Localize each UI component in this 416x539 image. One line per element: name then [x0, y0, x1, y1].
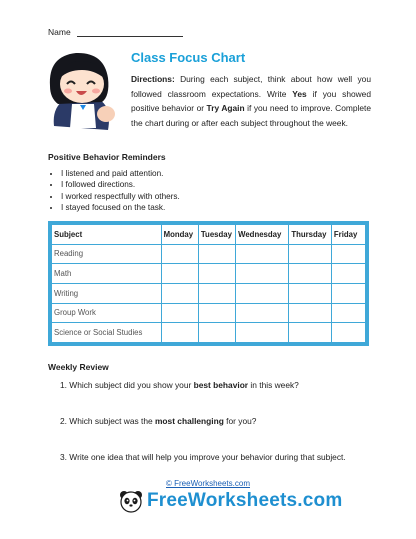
directions-part-2: if you showed positive behavior or — [131, 88, 371, 113]
q1-emphasis: best behavior — [193, 380, 249, 390]
review-question-3: 3. Write one idea that will help you improve your behavior during that subject. — [60, 452, 346, 462]
subject-cell: Writing — [52, 283, 162, 303]
entry-cell[interactable] — [236, 283, 289, 303]
entry-cell[interactable] — [289, 264, 332, 284]
subject-cell: Reading — [52, 244, 162, 264]
chart-row-group-work — [52, 303, 366, 323]
weekly-review-heading: Weekly Review — [48, 362, 109, 372]
entry-cell[interactable] — [331, 283, 365, 303]
header-thursday: Thursday — [289, 225, 332, 245]
reminders-heading: Positive Behavior Reminders — [48, 152, 166, 162]
reminder-item: • I followed directions. — [61, 179, 180, 190]
chart-row-reading — [52, 244, 366, 264]
directions-part-3: if you need to improve. Complete the chart during or after each subject throughout the week. — [131, 103, 371, 128]
entry-cell[interactable] — [161, 303, 198, 323]
entry-cell[interactable] — [289, 244, 332, 264]
header-subject: Subject — [52, 225, 162, 245]
entry-cell[interactable] — [236, 303, 289, 323]
directions-part-1: During each subject, think about how well you followed classroom expectations. Write — [131, 74, 371, 99]
chart-header-row — [52, 225, 366, 245]
subject-cell: Science or Social Studies — [52, 323, 162, 343]
entry-cell[interactable] — [236, 264, 289, 284]
review-question-1 — [60, 380, 299, 390]
q1-post: in this week? — [248, 380, 299, 390]
reminder-item: • I listened and paid attention. — [61, 168, 180, 179]
reminder-item: • I stayed focused on the task. — [61, 202, 180, 213]
directions-text — [131, 72, 371, 130]
entry-cell[interactable] — [161, 283, 198, 303]
chart-row-writing — [52, 283, 366, 303]
name-line[interactable] — [77, 28, 183, 37]
entry-cell[interactable] — [198, 264, 235, 284]
header-wednesday: Wednesday — [236, 225, 289, 245]
entry-cell[interactable] — [198, 323, 235, 343]
entry-cell[interactable] — [289, 303, 332, 323]
q2-emphasis: most challenging — [154, 416, 224, 426]
entry-cell[interactable] — [161, 323, 198, 343]
chart-row-science — [52, 323, 366, 343]
student-mascot-illustration — [42, 48, 124, 136]
chart-row-math — [52, 264, 366, 284]
q2-pre: 2. Which subject was the — [60, 416, 155, 426]
try-again-keyword: Try Again — [206, 103, 245, 113]
q1-pre: 1. Which subject did you show your — [60, 380, 194, 390]
entry-cell[interactable] — [161, 264, 198, 284]
entry-cell[interactable] — [236, 323, 289, 343]
focus-chart — [48, 221, 369, 346]
entry-cell[interactable] — [161, 244, 198, 264]
entry-cell[interactable] — [236, 244, 289, 264]
subject-cell: Math — [52, 264, 162, 284]
header-friday: Friday — [331, 225, 365, 245]
entry-cell[interactable] — [331, 264, 365, 284]
entry-cell[interactable] — [331, 244, 365, 264]
name-field[interactable] — [48, 27, 183, 37]
entry-cell[interactable] — [331, 303, 365, 323]
entry-cell[interactable] — [198, 244, 235, 264]
entry-cell[interactable] — [198, 303, 235, 323]
yes-keyword: Yes — [292, 88, 307, 99]
panda-icon — [119, 489, 143, 513]
entry-cell[interactable] — [198, 283, 235, 303]
name-label: Name — [48, 27, 71, 37]
brand-logo — [119, 486, 342, 516]
subject-cell: Group Work — [52, 303, 162, 323]
review-question-2 — [60, 416, 256, 426]
brand-name: FreeWorksheets.com — [147, 490, 343, 511]
header-tuesday: Tuesday — [198, 225, 235, 245]
footer-link[interactable]: © FreeWorksheets.com — [166, 479, 250, 488]
entry-cell[interactable] — [331, 323, 365, 343]
page-title: Class Focus Chart — [131, 50, 246, 65]
directions-label: Directions: — [131, 74, 175, 84]
header-monday: Monday — [161, 225, 198, 245]
q2-post: for you? — [223, 416, 257, 426]
reminders-list — [48, 168, 180, 213]
entry-cell[interactable] — [289, 283, 332, 303]
reminder-item: • I worked respectfully with others. — [61, 191, 180, 202]
entry-cell[interactable] — [289, 323, 332, 343]
